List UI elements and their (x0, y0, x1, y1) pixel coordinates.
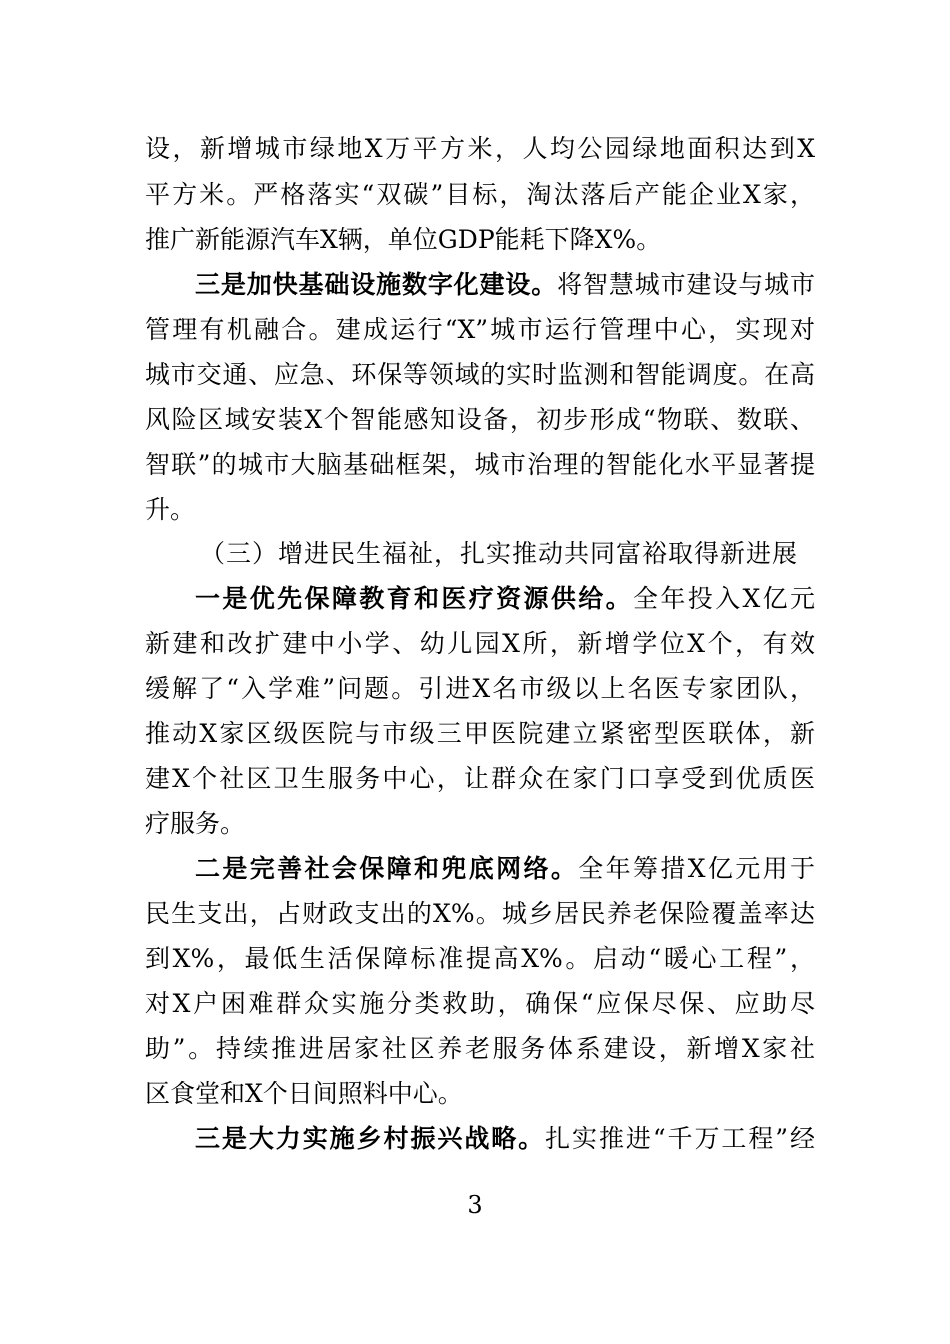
paragraph-line: 设，新增城市绿地X万平方米，人均公园绿地面积达到X (145, 134, 815, 163)
paragraph-text: 扎实推进“千万工程”经 (545, 1124, 815, 1153)
bold-lead-sentence: 三是加快基础设施数字化建设。 (195, 270, 558, 299)
paragraph-line: 区食堂和X个日间照料中心。 (145, 1079, 463, 1108)
paragraph-line: 升。 (145, 495, 196, 524)
paragraph-first-line (195, 852, 815, 886)
paragraph-line: 疗服务。 (145, 809, 246, 838)
bold-lead-sentence: 一是优先保障教育和医疗资源供给。 (195, 584, 633, 613)
paragraph-line: 推广新能源汽车X辆，单位GDP能耗下降X%。 (145, 225, 662, 254)
paragraph-line: 缓解了“入学难”问题。引进X名市级以上名医专家团队， (145, 674, 815, 703)
bold-lead-sentence: 二是完善社会保障和兜底网络。 (195, 854, 579, 883)
paragraph-line: 平方米。严格落实“双碳”目标，淘汰落后产能企业X家， (145, 180, 815, 209)
paragraph-first-line (195, 582, 815, 616)
paragraph-line: 到X%，最低生活保障标准提高X%。启动“暖心工程”， (145, 944, 815, 973)
paragraph-text: 全年投入X亿元 (632, 584, 815, 613)
paragraph-line: 新建和改扩建中小学、幼儿园X所，新增学位X个，有效 (145, 629, 815, 658)
paragraph-line: 建X个社区卫生服务中心，让群众在家门口享受到优质医 (145, 764, 815, 793)
paragraph-line: 助”。持续推进居家社区养老服务体系建设，新增X家社 (145, 1034, 815, 1063)
paragraph-line: 风险区域安装X个智能感知设备，初步形成“物联、数联、 (145, 405, 815, 434)
paragraph-line: 城市交通、应急、环保等领域的实时监测和智能调度。在高 (145, 360, 815, 389)
paragraph-line: 推动X家区级医院与市级三甲医院建立紧密型医联体，新 (145, 719, 815, 748)
page-number: 3 (467, 1191, 483, 1219)
paragraph-line: 智联”的城市大脑基础框架，城市治理的智能化水平显著提 (145, 450, 815, 479)
paragraph-line: 管理有机融合。建成运行“X”城市运行管理中心，实现对 (145, 315, 815, 344)
paragraph-line: 对X户困难群众实施分类救助，确保“应保尽保、应助尽 (145, 989, 815, 1018)
paragraph-first-line (195, 268, 815, 302)
paragraph-line: 民生支出，占财政支出的X%。城乡居民养老保险覆盖率达 (145, 899, 815, 928)
bold-lead-sentence: 三是大力实施乡村振兴战略。 (195, 1124, 546, 1153)
section-heading: （三）增进民生福祉，扎实推动共同富裕取得新进展 (200, 539, 799, 568)
paragraph-text: 全年筹措X亿元用于 (578, 854, 815, 883)
paragraph-text: 将智慧城市建设与城市 (557, 270, 815, 299)
paragraph-first-line (195, 1122, 815, 1156)
